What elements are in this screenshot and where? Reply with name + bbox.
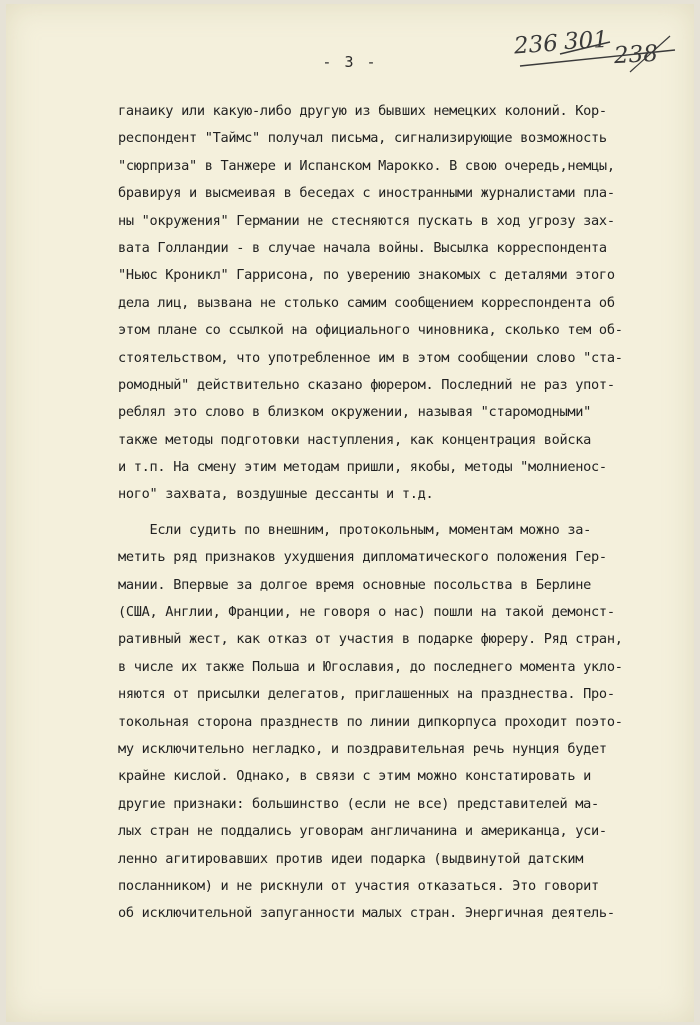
text-line: дела лиц, вызвана не столько самим сообщением корреспондента об xyxy=(118,294,615,311)
text-line: посланником) и не рискнули от участия отказаться. Это говорит xyxy=(118,877,599,894)
text-line: ромодный" действительно сказано фюрером. Последний не раз упот- xyxy=(118,376,615,393)
paragraph xyxy=(118,517,698,928)
archive-number-3: 238 xyxy=(613,40,659,70)
text-line: няются от присылки делегатов, приглашенных на празднества. Про- xyxy=(118,686,615,703)
text-line: Если судить по внешним, протокольным, моментам можно за- xyxy=(118,521,592,538)
text-line: ного" захвата, воздушные дессанты и т.д. xyxy=(118,486,434,503)
text-line: и т.п. На смену этим методам пришли, якобы, методы "молниенос- xyxy=(118,459,607,476)
text-line: вата Голландии - в случае начала войны. Высылка корреспондента xyxy=(118,239,607,256)
text-line: "сюрприза" в Танжере и Испанском Марокко. В свою очередь,немцы, xyxy=(118,157,615,174)
text-line: метить ряд признаков ухудшения дипломатического положения Гер- xyxy=(118,549,607,566)
text-line: ленно агитировавших против идеи подарка (выдвинутой датским xyxy=(118,850,584,867)
text-line: мании. Впервые за долгое время основные посольства в Берлине xyxy=(118,576,592,593)
text-line: также методы подготовки наступления, как концентрация войска xyxy=(118,431,592,448)
archive-number-2: 301 xyxy=(563,26,609,56)
text-line: бравируя и высмеивая в беседах с иностранными журналистами пла- xyxy=(118,185,615,202)
text-line: ративный жест, как отказ от участия в подарке фюреру. Ряд стран, xyxy=(118,631,623,648)
text-line: крайне кислой. Однако, в связи с этим можно констатировать и xyxy=(118,768,592,785)
text-line: в числе их также Польша и Югославия, до последнего момента укло- xyxy=(118,658,623,675)
text-line: "Ньюс Кроникл" Гаррисона, по уверению знакомых с деталями этого xyxy=(118,267,615,284)
text-line: токольная сторона празднеств по линии дипкорпуса проходит поэто- xyxy=(118,713,623,730)
text-line: ганаику или какую-либо другую из бывших немецких колоний. Кор- xyxy=(118,103,607,119)
text-line: респондент "Таймс" получал письма, сигнализирующие возможность xyxy=(118,130,607,147)
text-line: му исключительно негладко, и поздравительная речь нунция будет xyxy=(118,740,607,757)
page-number: - 3 - xyxy=(322,53,378,71)
text-line: стоятельством, что употребленное им в этом сообщении слово "ста- xyxy=(118,349,623,366)
paragraph xyxy=(118,98,698,509)
text-line: реблял это слово в близком окружении, называя "старомодными" xyxy=(118,404,592,421)
archive-number-1: 236 xyxy=(513,30,559,60)
text-line: об исключительной запуганности малых стран. Энергичная деятель- xyxy=(118,905,615,922)
text-line: ны "окружения" Германии не стесняются пускать в ход угрозу зах- xyxy=(118,212,615,229)
text-line: лых стран не поддались уговорам англичанина и американца, уси- xyxy=(118,823,607,840)
text-line: этом плане со ссылкой на официального чиновника, сколько тем об- xyxy=(118,322,623,339)
paragraph-gap xyxy=(118,509,698,517)
text-line: (США, Англии, Франции, не говоря о нас) пошли на такой демонст- xyxy=(118,604,615,621)
text-line: другие признаки: большинство (если не все) представителей ма- xyxy=(118,795,599,812)
document-body xyxy=(118,98,698,928)
